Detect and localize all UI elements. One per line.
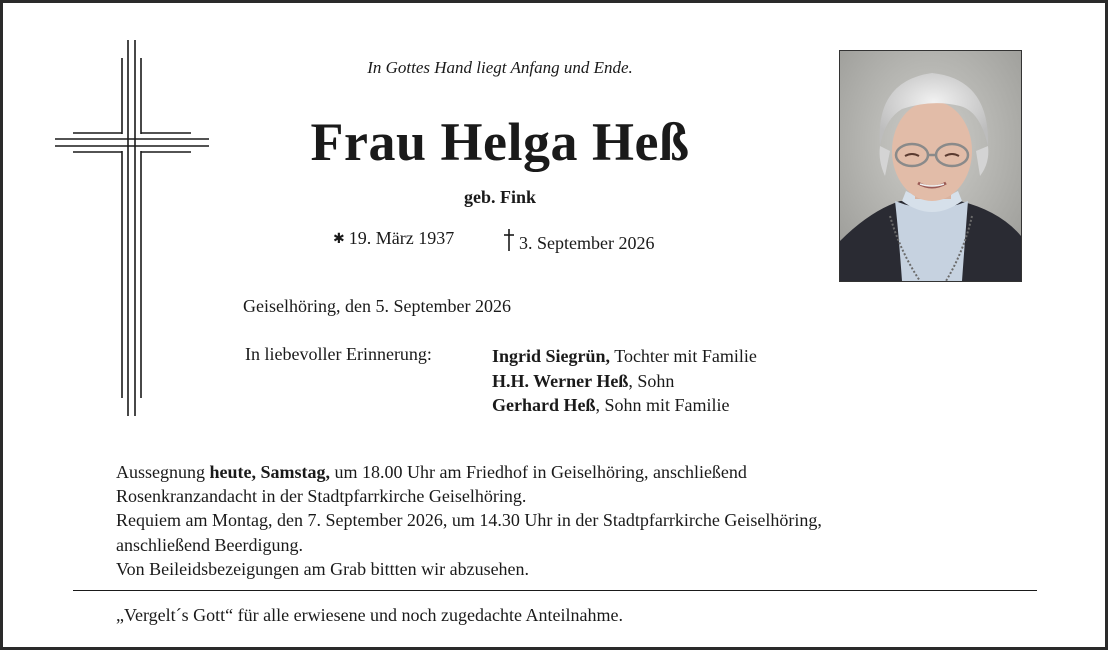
- dagger-icon: [503, 228, 515, 252]
- death-date-row: [503, 228, 654, 254]
- place-date: Geiselhöring, den 5. September 2026: [243, 296, 511, 316]
- service-info: [116, 460, 1016, 581]
- mourners-list: [492, 344, 757, 418]
- list-item: [492, 393, 757, 418]
- info-text: um 18.00 Uhr am Friedhof in Geiselhöring, anschließend: [330, 462, 747, 482]
- deceased-name: Frau Helga Heß: [310, 112, 690, 172]
- memory-label: In liebevoller Erinnerung:: [245, 344, 432, 364]
- mourner-name: H.H. Werner Heß: [492, 370, 629, 391]
- mourner-name: Ingrid Siegrün,: [492, 346, 611, 366]
- info-line: Rosenkranzandacht in der Stadtpfarrkirche Geiselhöring.: [116, 486, 527, 507]
- info-text: Aussegnung: [116, 462, 210, 482]
- thanks-line: „Vergelt´s Gott“ für alle erwiesene und noch zugedachte Anteilnahme.: [116, 605, 623, 625]
- info-line: [116, 460, 1016, 484]
- death-date: 3. September 2026: [519, 233, 655, 253]
- cross-icon: [53, 38, 213, 420]
- birth-date-row: [333, 228, 454, 249]
- divider: [73, 590, 1037, 591]
- mourner-relation: , Sohn mit Familie: [595, 395, 730, 415]
- motto: In Gottes Hand liegt Anfang und Ende.: [367, 58, 633, 77]
- birth-date: 19. März 1937: [348, 228, 455, 248]
- list-item: [492, 344, 757, 369]
- info-emphasis: heute, Samstag,: [209, 462, 330, 482]
- star-icon: ✱: [333, 232, 345, 247]
- info-line: anschließend Beerdigung.: [116, 534, 303, 555]
- portrait-photo: [839, 50, 1022, 282]
- maiden-name: geb. Fink: [463, 187, 537, 207]
- mourner-relation: , Sohn: [628, 370, 675, 391]
- info-line: Von Beileidsbezeigungen am Grab bittten wir abzusehen.: [116, 558, 530, 579]
- mourner-name: Gerhard Heß: [492, 395, 596, 415]
- mourner-relation: Tochter mit Familie: [610, 346, 757, 366]
- list-item: [492, 369, 757, 394]
- info-line: Requiem am Montag, den 7. September 2026, um 14.30 Uhr in der Stadtpfarrkirche Geiselhöring,: [116, 510, 822, 531]
